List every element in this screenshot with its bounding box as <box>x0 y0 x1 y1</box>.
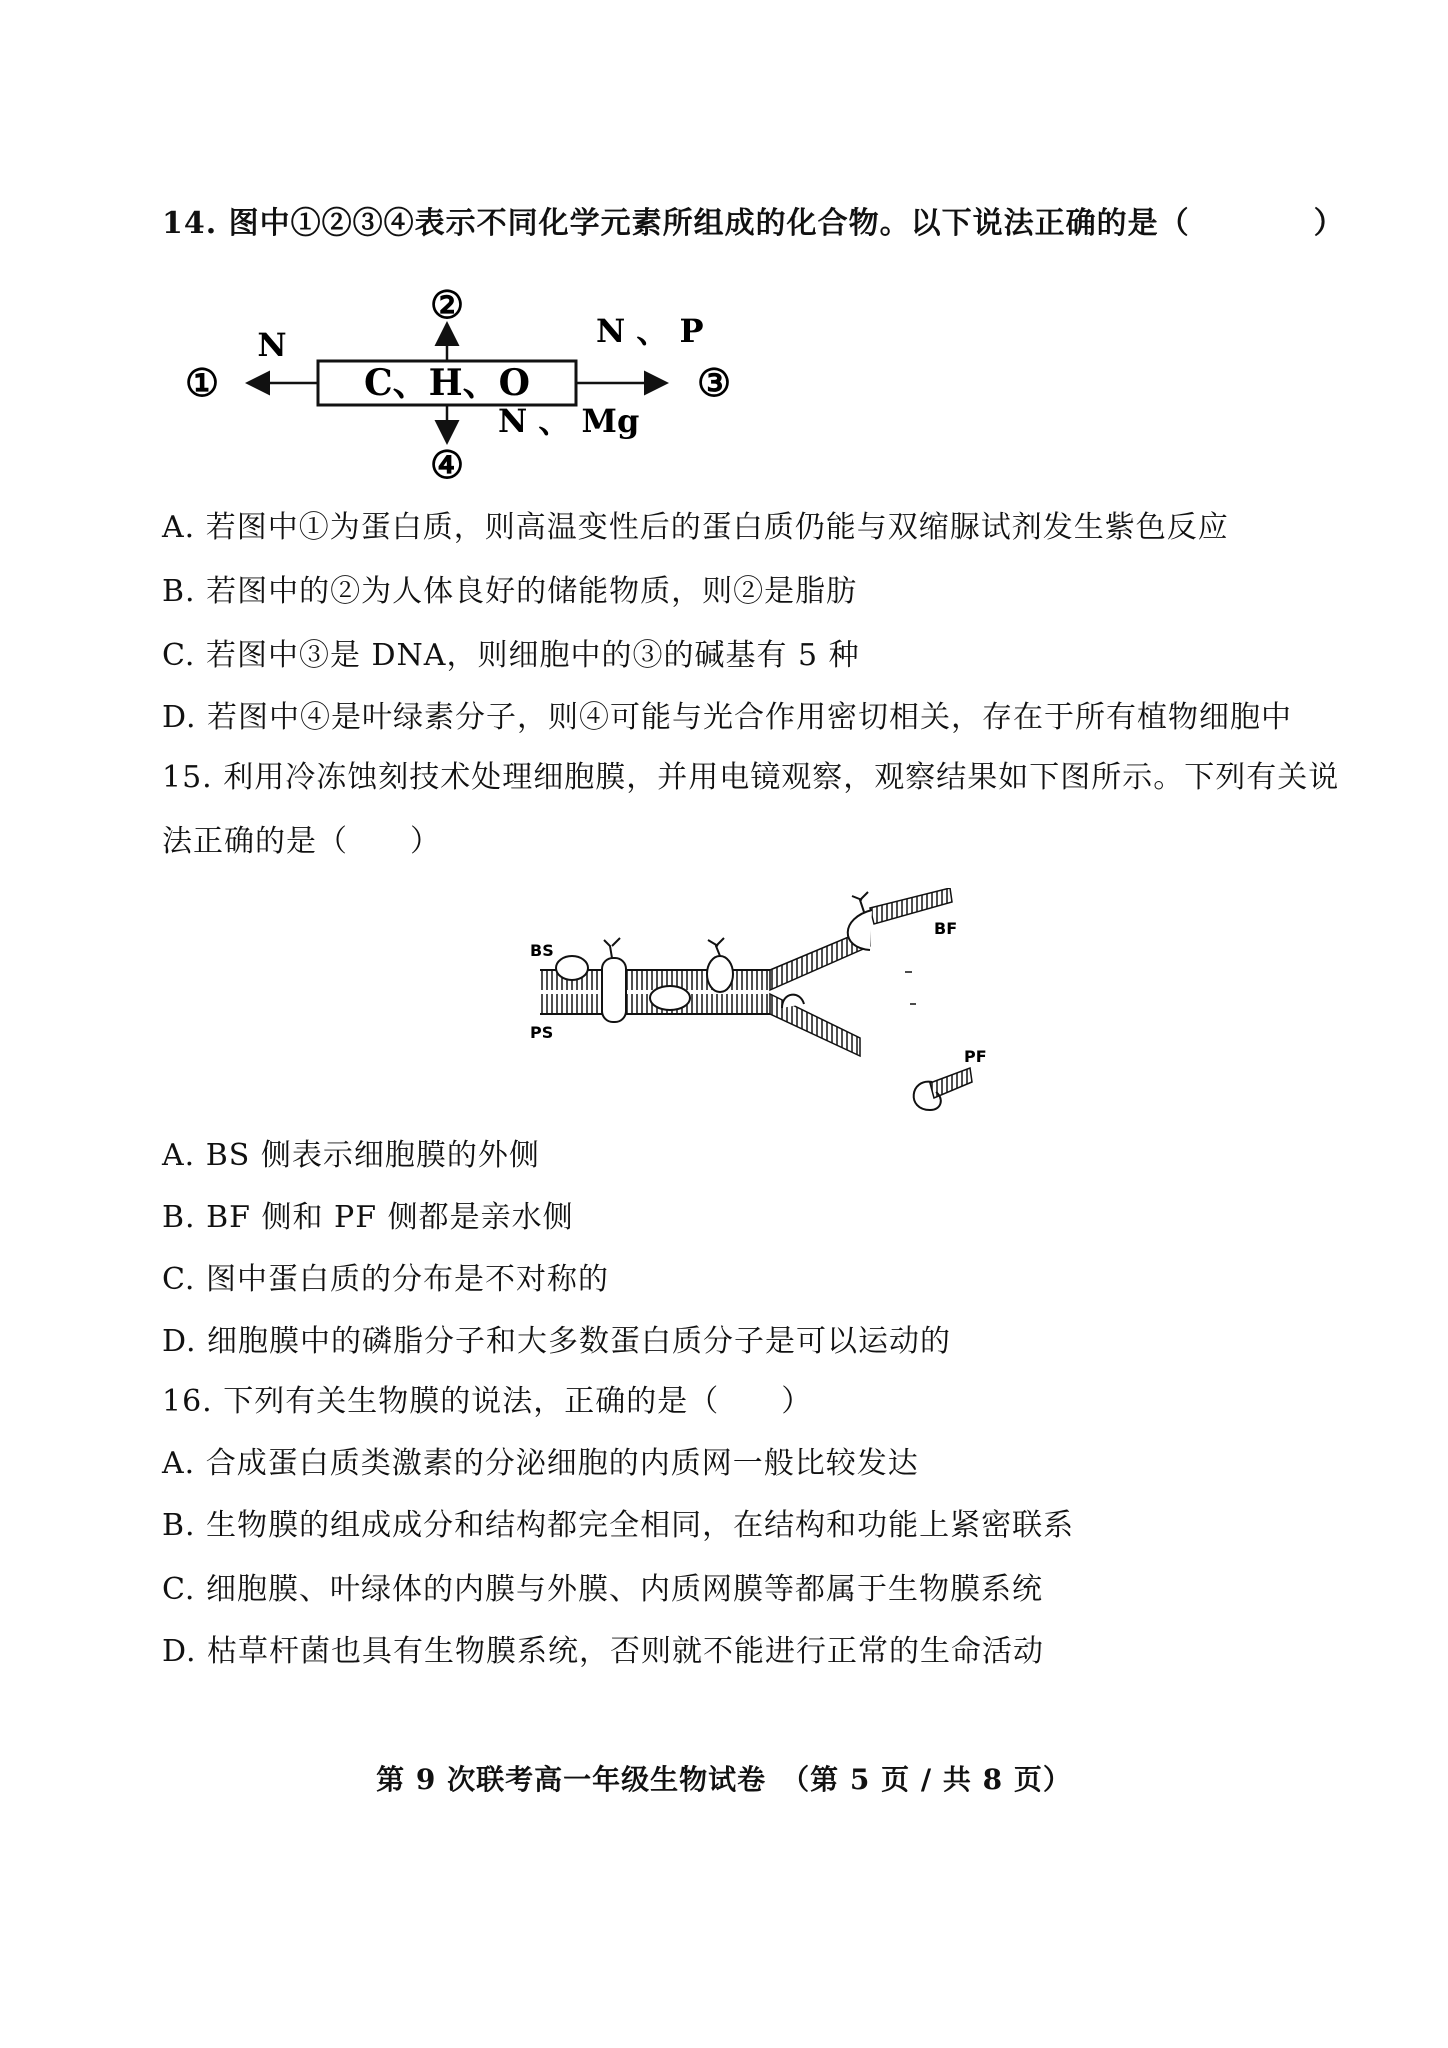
bs-label: BS <box>530 941 554 960</box>
page-footer: 第 9 次联考高一年级生物试卷 （第 5 页 / 共 8 页） <box>376 1763 1072 1796</box>
q15-membrane-figure <box>530 888 1000 1118</box>
q15-stem-line-2: 法正确的是（ ） <box>162 824 441 859</box>
element-box-label: C、H、O <box>363 362 531 404</box>
circle-4-label: ④ <box>429 442 465 482</box>
q16-option-b[interactable]: B. 生物膜的组成成分和结构都完全相同，在结构和功能上紧密联系 <box>162 1508 1075 1543</box>
surface-protein <box>556 956 588 980</box>
q14-option-c[interactable]: C. 若图中③是 DNA，则细胞中的③的碱基有 5 种 <box>162 638 860 673</box>
q15-option-c[interactable]: C. 图中蛋白质的分布是不对称的 <box>162 1262 609 1297</box>
q14-option-a[interactable]: A. 若图中①为蛋白质，则高温变性后的蛋白质仍能与双缩脲试剂发生紫色反应 <box>162 510 1229 545</box>
circle-1-label: ① <box>184 360 220 405</box>
pf-label: PF <box>964 1047 987 1066</box>
glycan-chain <box>604 938 620 958</box>
q15-option-d[interactable]: D. 细胞膜中的磷脂分子和大多数蛋白质分子是可以运动的 <box>162 1324 952 1359</box>
q16-stem: 16. 下列有关生物膜的说法，正确的是（ ） <box>162 1384 813 1419</box>
glycan-chain <box>708 938 724 956</box>
fracture-protein <box>782 995 804 1008</box>
transmembrane-protein <box>602 958 626 1022</box>
circle-2-label: ② <box>429 282 465 327</box>
ps-label: PS <box>530 1023 554 1042</box>
q14-option-d[interactable]: D. 若图中④是叶绿素分子，则④可能与光合作用密切相关，存在于所有植物细胞中 <box>162 700 1293 735</box>
arrow-3-elements: N 、 P <box>596 312 704 350</box>
embedded-protein <box>650 986 690 1010</box>
q15-option-a[interactable]: A. BS 侧表示细胞膜的外侧 <box>162 1138 540 1173</box>
arrow-4-elements: N 、 Mg <box>498 402 640 440</box>
bf-label: BF <box>934 919 958 938</box>
q16-option-a[interactable]: A. 合成蛋白质类激素的分泌细胞的内质网一般比较发达 <box>162 1446 919 1481</box>
q15-option-b[interactable]: B. BF 侧和 PF 侧都是亲水侧 <box>162 1200 574 1235</box>
arrow-1-element: N <box>257 326 287 364</box>
q14-option-b[interactable]: B. 若图中的②为人体良好的储能物质，则②是脂肪 <box>162 574 858 609</box>
q14-element-diagram <box>168 282 768 482</box>
glycan-chain <box>852 892 868 912</box>
q16-option-d[interactable]: D. 枯草杆菌也具有生物膜系统，否则就不能进行正常的生命活动 <box>162 1634 1045 1669</box>
q14-stem: 14. 图中①②③④表示不同化学元素所组成的化合物。以下说法正确的是（ ） <box>162 206 1345 241</box>
circle-3-label: ③ <box>696 360 732 405</box>
q15-stem-line-1: 15. 利用冷冻蚀刻技术处理细胞膜，并用电镜观察，观察结果如下图所示。下列有关说 <box>162 760 1340 795</box>
surface-protein <box>707 956 733 992</box>
q16-option-c[interactable]: C. 细胞膜、叶绿体的内膜与外膜、内质网膜等都属于生物膜系统 <box>162 1572 1043 1607</box>
